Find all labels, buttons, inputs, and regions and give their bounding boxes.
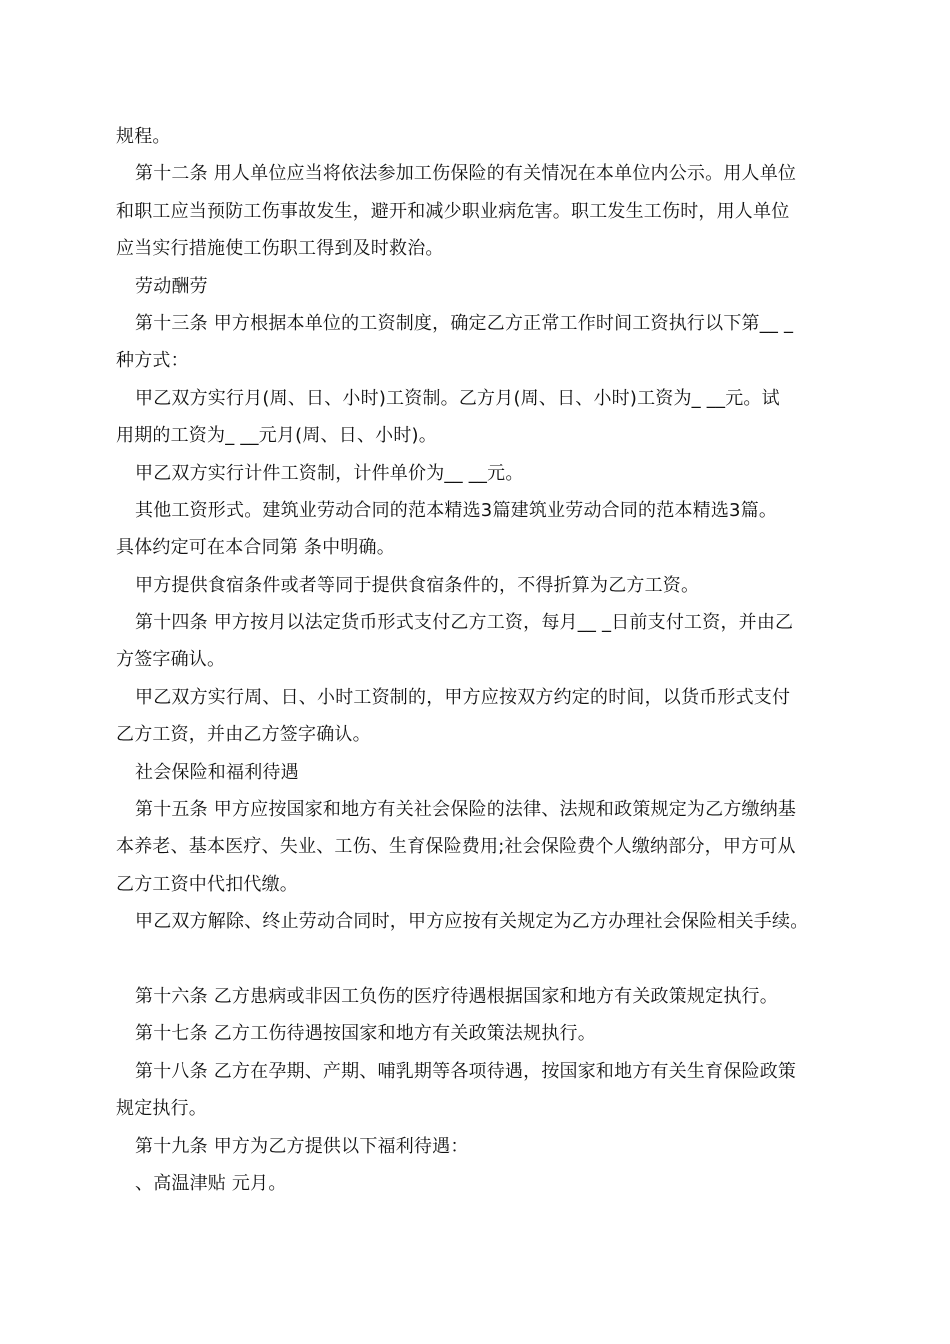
text-line: 第十五条 甲方应按国家和地方有关社会保险的法律、法规和政策规定为乙方缴纳基 (135, 799, 797, 821)
text-line: 第十七条 乙方工伤待遇按国家和地方有关政策法规执行。 (135, 1023, 596, 1045)
text-line: 方签字确认。 (116, 649, 226, 671)
text-line: 本养老、基本医疗、失业、工伤、生育保险费用;社会保险费个人缴纳部分，甲方可从 (116, 836, 796, 858)
text-line: 第十四条 甲方按月以法定货币形式支付乙方工资，每月__ _日前支付工资，并由乙 (135, 612, 794, 634)
text-line: 第十八条 乙方在孕期、产期、哺乳期等各项待遇，按国家和地方有关生育保险政策 (135, 1060, 797, 1082)
section-heading: 劳动酬劳 (135, 275, 208, 297)
text-line: 甲方提供食宿条件或者等同于提供食宿条件的，不得折算为乙方工资。 (135, 574, 700, 596)
text-line: 、高温津贴 元月。 (135, 1172, 287, 1194)
text-line: 甲乙双方实行计件工资制，计件单价为__ __元。 (135, 462, 524, 484)
text-line: 种方式： (116, 350, 189, 372)
text-line: 甲乙双方实行月(周、日、小时)工资制。乙方月(周、日、小时)工资为_ __元。试 (135, 387, 780, 409)
text-line: 应当实行措施使工伤职工得到及时救治。 (116, 238, 444, 260)
text-line: 其他工资形式。建筑业劳动合同的范本精选3篇建筑业劳动合同的范本精选3篇。 (135, 499, 778, 521)
text-line: 和职工应当预防工伤事故发生，避开和减少职业病危害。职工发生工伤时，用人单位 (116, 200, 790, 222)
document-body (116, 118, 838, 1202)
text-line: 用期的工资为_ __元月(周、日、小时)。 (116, 425, 437, 447)
section-heading: 社会保险和福利待遇 (135, 761, 299, 783)
text-line: 乙方工资中代扣代缴。 (116, 873, 298, 895)
text-line: 甲乙双方实行周、日、小时工资制的，甲方应按双方约定的时间，以货币形式支付 (135, 686, 791, 708)
blank-line (116, 941, 838, 978)
text-line: 规定执行。 (116, 1098, 207, 1120)
text-line: 规程。 (116, 126, 171, 147)
text-line: 第十三条 甲方根据本单位的工资制度，确定乙方正常工作时间工资执行以下第__ _ (135, 312, 794, 334)
text-line: 第十二条 用人单位应当将依法参加工伤保险的有关情况在本单位内公示。用人单位 (135, 163, 797, 185)
text-line: 甲乙双方解除、终止劳动合同时，甲方应按有关规定为乙方办理社会保险相关手续。 (135, 911, 809, 933)
text-line: 具体约定可在本合同第 条中明确。 (116, 537, 395, 559)
text-line: 第十九条 甲方为乙方提供以下福利待遇： (135, 1135, 469, 1157)
text-line: 乙方工资，并由乙方签字确认。 (116, 724, 371, 746)
text-line: 第十六条 乙方患病或非因工负伤的医疗待遇根据国家和地方有关政策规定执行。 (135, 985, 778, 1007)
